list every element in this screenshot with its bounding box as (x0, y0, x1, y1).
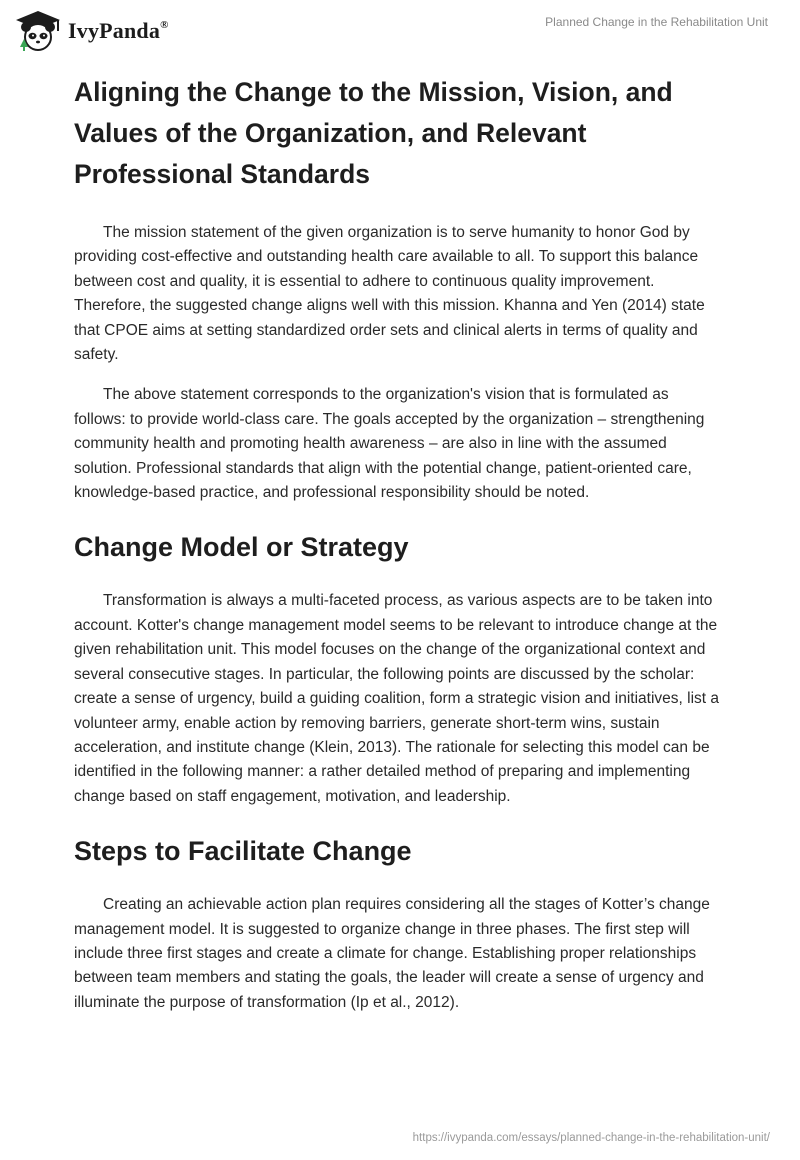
registered-mark: ® (160, 18, 169, 31)
ivypanda-logo-link[interactable] (14, 9, 169, 53)
document-title: Planned Change in the Rehabilitation Unit (545, 15, 768, 29)
paragraph: The above statement corresponds to the organization's vision that is formulated as follows: to provide world-class care. The goals accepted by the organization – strengthening community health and promoting health awareness – are also in line with the assumed solution. Professional standards that align with the potential change, patient-oriented care, knowledge-based practice, and professional responsibility should be noted. (74, 386, 705, 502)
source-url-link[interactable]: https://ivypanda.com/essays/planned-change-in-the-rehabilitation-unit/ (412, 1132, 770, 1144)
brand-text: IvyPanda (68, 18, 161, 43)
brand-name (68, 18, 169, 44)
paragraph: Transformation is always a multi-faceted process, as various aspects are to be taken into account. Kotter's change management model seems to be relevant to introduce change at the given rehabilitation unit. This model focuses on the change of the organizational context and several consecutive stages. In particular, the following points are discussed by the scholar: create a sense of urgency, build a guiding coalition, form a strategic vision and initiatives, list a volunteer army, enable action by removing barriers, generate short-term wins, sustain acceleration, and institute change (Klein, 2013). The rationale for selecting this model can be identified in the following manner: a rather detailed method of preparing and implementing change based on staff engagement, motivation, and leadership. (74, 592, 720, 805)
section-heading-steps: Steps to Facilitate Change (74, 836, 412, 867)
panda-graduation-cap-icon (14, 9, 62, 53)
paragraph: Creating an achievable action plan requires considering all the stages of Kotter’s change management model. It is suggested to organize change in three phases. The first step will include three first stages and create a climate for change. Establishing proper relationships between team members and stating the goals, the leader will create a sense of urgency and illuminate the purpose of transformation (Ip et al., 2012). (74, 896, 710, 1011)
essay-content (74, 70, 724, 1015)
page-header (0, 0, 800, 62)
paragraph: The mission statement of the given organization is to serve humanity to honor God by providing cost-effective and outstanding health care available to all. To support this balance between cost and quality, it is essential to adhere to continuous quality improvement. Therefore, the suggested change aligns well with this mission. Khanna and Yen (2014) state that CPOE aims at setting standardized order sets and clinical alerts in terms of quality and safety. (74, 224, 705, 364)
section-heading-alignment: Aligning the Change to the Mission, Vision, and Values of the Organization, and Relevant Professional Standards (74, 77, 673, 189)
section-heading-change-model: Change Model or Strategy (74, 532, 409, 563)
